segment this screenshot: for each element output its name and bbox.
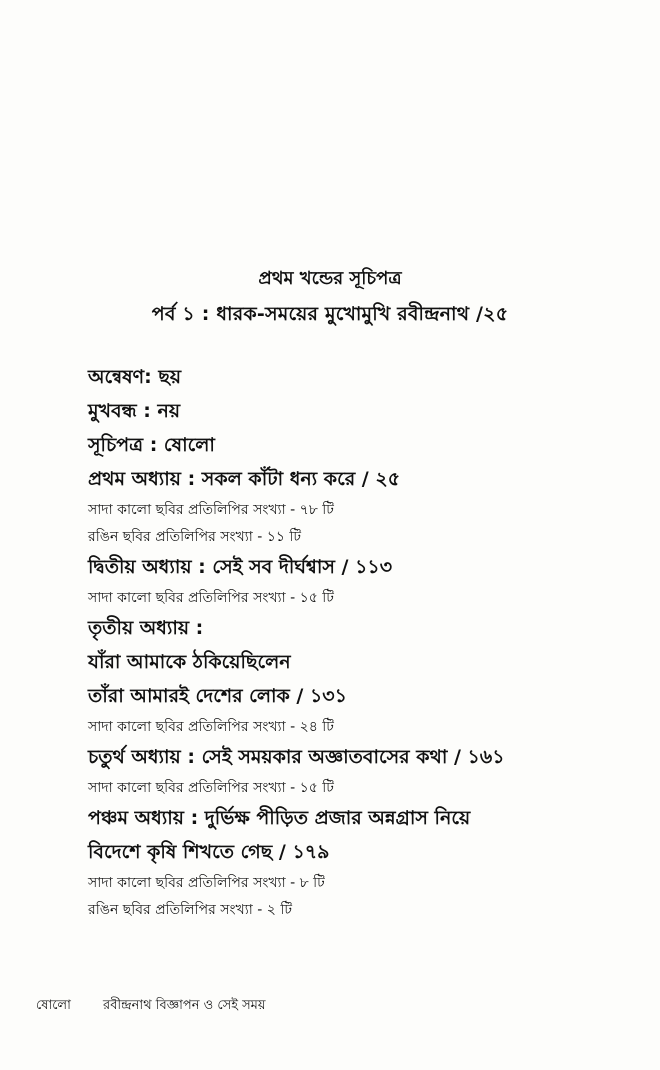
toc-entry: সূচিপত্র : ষোলো [88, 434, 215, 456]
toc-entry: বিদেশে কৃষি শিখতে গেছ / ১৭৯ [88, 841, 330, 863]
toc-entry: যাঁরা আমাকে ঠকিয়েছিলেন [88, 651, 291, 673]
table-of-contents [88, 364, 628, 927]
toc-entry: তাঁরা আমারই দেশের লোক / ১৩১ [88, 685, 347, 707]
part-title: পর্ব ১ : ধারক-সময়ের মুখোমুখি রবীন্দ্রনাথ /২৫ [151, 303, 509, 325]
toc-note: সাদা কালো ছবির প্রতিলিপির সংখ্যা - ৭৮ টি [88, 502, 334, 518]
page-number: ষোলো [36, 998, 71, 1013]
toc-entry: প্রথম অধ্যায় : সকল কাঁটা ধন্য করে / ২৫ [88, 468, 401, 490]
page-footer [36, 996, 266, 1017]
toc-note: সাদা কালো ছবির প্রতিলিপির সংখ্যা - ১৫ টি [88, 590, 334, 606]
toc-note: রঙিন ছবির প্রতিলিপির সংখ্যা - ২ টি [88, 902, 292, 918]
toc-note: সাদা কালো ছবির প্রতিলিপির সংখ্যা - ২৪ টি [88, 719, 334, 735]
toc-entry: অন্বেষণ: ছয় [88, 366, 182, 388]
toc-entry: মুখবন্ধ : নয় [88, 400, 181, 422]
toc-entry: চতুর্থ অধ্যায় : সেই সময়কার অজ্ঞাতবাসের কথা / ১৬১ [88, 746, 505, 768]
toc-note: রঙিন ছবির প্রতিলিপির সংখ্যা - ১১ টি [88, 529, 302, 545]
toc-entry: দ্বিতীয় অধ্যায় : সেই সব দীর্ঘশ্বাস / ১১৩ [88, 556, 393, 578]
contents-title: প্রথম খন্ডের সূচিপত্র [258, 268, 402, 289]
toc-note: সাদা কালো ছবির প্রতিলিপির সংখ্যা - ৮ টি [88, 875, 325, 891]
toc-entry: পঞ্চম অধ্যায় : দুর্ভিক্ষ পীড়িত প্রজার অন্নগ্রাস নিয়ে [88, 807, 471, 829]
toc-note: সাদা কালো ছবির প্রতিলিপির সংখ্যা - ১৫ টি [88, 780, 334, 796]
running-book-title: রবীন্দ্রনাথ বিজ্ঞাপন ও সেই সময় [103, 998, 266, 1013]
toc-entry: তৃতীয় অধ্যায় : [88, 617, 204, 639]
